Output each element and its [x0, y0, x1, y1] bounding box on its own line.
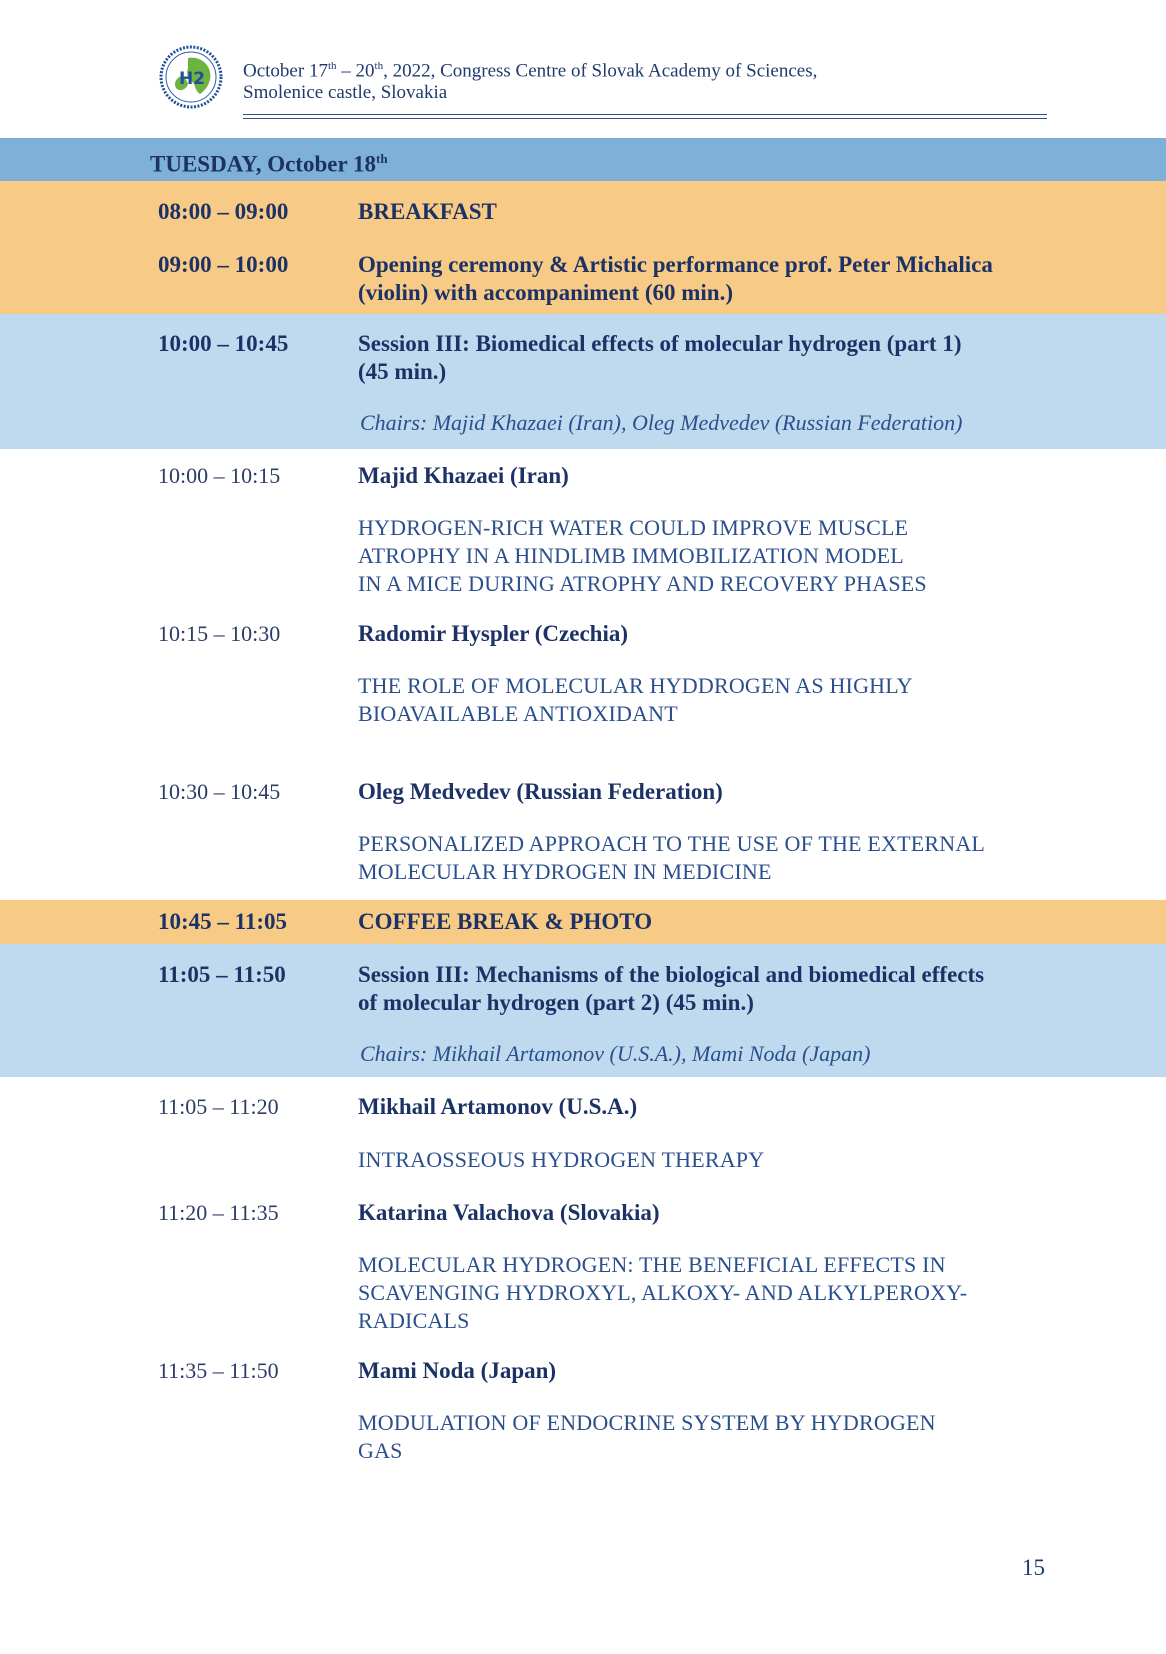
- coffee-time: 10:45 – 11:05: [158, 909, 288, 934]
- talk2-time: 10:15 – 10:30: [158, 621, 281, 646]
- session2-title: Session III: Mechanisms of the biological and biomedical effects of molecular hydrogen (part 2) (45 min.): [358, 962, 985, 1015]
- session2-chairs: Chairs: Mikhail Artamonov (U.S.A.), Mami Noda (Japan): [360, 1041, 871, 1066]
- talk2-title: THE ROLE OF MOLECULAR HYDDROGEN AS HIGHLY BIOAVAILABLE ANTIOXIDANT: [358, 673, 913, 726]
- header-divider-thin: [243, 118, 1047, 119]
- event-info: [243, 55, 817, 104]
- talk4-title: INTRAOSSEOUS HYDROGEN THERAPY: [358, 1147, 765, 1172]
- day-heading: TUESDAY, October 18th: [150, 151, 388, 177]
- page-header: [0, 0, 1166, 120]
- talk3-speaker: Oleg Medvedev (Russian Federation): [358, 779, 723, 804]
- coffee-title: COFFEE BREAK & PHOTO: [358, 909, 653, 934]
- talk1-speaker: Majid Khazaei (Iran): [358, 463, 569, 488]
- event-dates: October 17th – 20th, 2022, Congress Centre of Slovak Academy of Sciences,: [243, 60, 818, 82]
- event-location: Smolenice castle, Slovakia: [243, 82, 448, 104]
- talk6-time: 11:35 – 11:50: [158, 1358, 279, 1383]
- talk6-speaker: Mami Noda (Japan): [358, 1358, 557, 1383]
- logo-text: H2: [179, 69, 206, 89]
- talk4-time: 11:05 – 11:20: [158, 1094, 279, 1119]
- talk1-time: 10:00 – 10:15: [158, 463, 281, 488]
- talk6-title: MODULATION OF ENDOCRINE SYSTEM BY HYDROGEN GAS: [358, 1410, 936, 1463]
- talk5-speaker: Katarina Valachova (Slovakia): [358, 1200, 660, 1225]
- breakfast-title: BREAKFAST: [358, 199, 497, 224]
- breakfast-time: 08:00 – 09:00: [158, 199, 289, 224]
- talk3-title: PERSONALIZED APPROACH TO THE USE OF THE EXTERNAL MOLECULAR HYDROGEN IN MEDICINE: [358, 831, 986, 884]
- talk5-time: 11:20 – 11:35: [158, 1200, 279, 1225]
- session2-time: 11:05 – 11:50: [158, 962, 286, 987]
- talk3-time: 10:30 – 10:45: [158, 779, 281, 804]
- session1-time: 10:00 – 10:45: [158, 331, 289, 356]
- talk5-title: MOLECULAR HYDROGEN: THE BENEFICIAL EFFECTS IN SCAVENGING HYDROXYL, ALKOXY- AND ALKYLPEROXY- RADICALS: [358, 1252, 968, 1333]
- opening-time: 09:00 – 10:00: [158, 252, 289, 277]
- talk1-title: HYDROGEN-RICH WATER COULD IMPROVE MUSCLE ATROPHY IN A HINDLIMB IMMOBILIZATION MODEL IN A MICE DURING ATROPHY AND RECOVERY PHASES: [358, 515, 927, 596]
- talk4-speaker: Mikhail Artamonov (U.S.A.): [358, 1094, 638, 1119]
- header-divider: [243, 114, 1047, 115]
- opening-title: Opening ceremony & Artistic performance prof. Peter Michalica (violin) with accompaniment (60 min.): [358, 252, 993, 305]
- session1-title: Session III: Biomedical effects of molecular hydrogen (part 1) (45 min.): [358, 331, 962, 384]
- conference-logo-icon: [158, 44, 224, 110]
- talk2-speaker: Radomir Hyspler (Czechia): [358, 621, 629, 646]
- session1-chairs: Chairs: Majid Khazaei (Iran), Oleg Medvedev (Russian Federation): [360, 410, 963, 435]
- page-number: 15: [1022, 1555, 1045, 1580]
